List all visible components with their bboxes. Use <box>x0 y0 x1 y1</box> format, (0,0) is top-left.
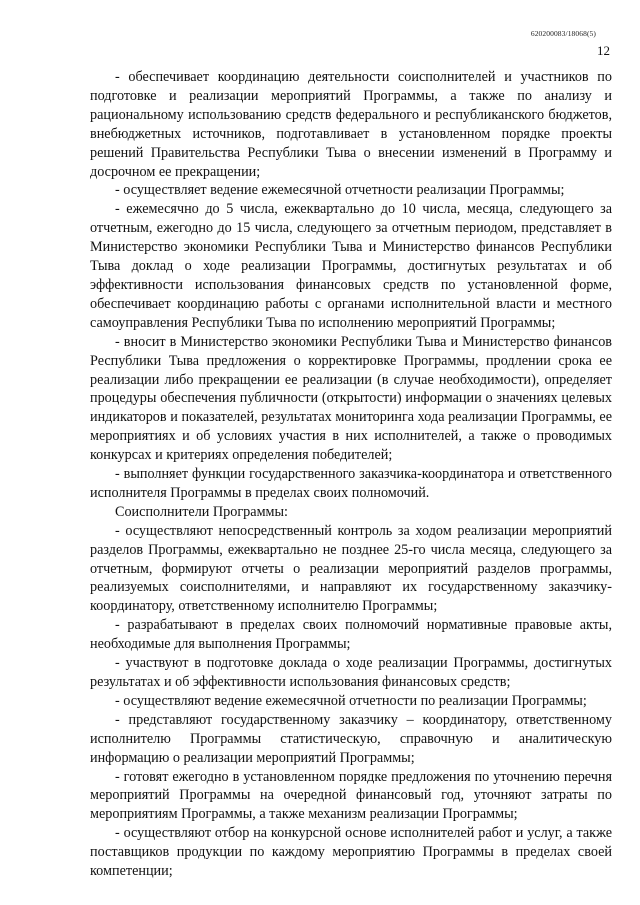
paragraph: - представляют государственному заказчику – координатору, ответственному исполнителю Программы статистическую, справочную и аналитическую информацию о реализации мероприятий Программы; <box>90 711 612 766</box>
paragraph: - ежемесячно до 5 числа, ежеквартально до 10 числа, месяца, следующего за отчетным, ежегодно до 15 числа, следующего за отчетным периодом, представляет в Министерство экономики Республики Тыва и Министерство финансов Республики Тыва доклад о ходе реализации Программы, достигнутых результатах и об эффективности использования финансовых средств по установленной форме, обеспечивает координацию работы с органами исполнительной власти и местного самоуправления Республики Тыва по исполнению мероприятий Программы; <box>90 201 612 331</box>
paragraph: - осуществляет ведение ежемесячной отчетности реализации Программы; <box>115 182 565 199</box>
page-number: 12 <box>597 43 610 58</box>
paragraph: - вносит в Министерство экономики Республики Тыва и Министерство финансов Республики Тыва предложения о корректировке Программы, продлении срока ее реализации либо прекращении ее реализации (в случае необходимости), определяет процедуры обеспечения публичности (открытости) информации о значениях целевых индикаторов и показателей, результатах мониторинга хода реализации Программы, ее мероприятиях и об условиях участия в них исполнителей, а также о проводимых конкурсах и критериях определения победителей; <box>90 333 612 464</box>
paragraph: - разрабатывают в пределах своих полномочий нормативные правовые акты, необходимые для выполнения Программы; <box>90 617 612 653</box>
document-code: 620200083/18068(5) <box>530 29 596 38</box>
paragraph: - участвуют в подготовке доклада о ходе реализации Программы, достигнутых результатах и об эффективности использования финансовых средств; <box>90 655 612 690</box>
paragraph: - обеспечивает координацию деятельности соисполнителей и участников по подготовке и реализации мероприятий Программы, а также по анализу и рациональному использованию средств федерального и республиканского бюджетов, внебюджетных источников, подготавливает в установленном порядке проекты решений Правительства Республики Тыва о внесении изменений в Программу и досрочном ее прекращении; <box>90 69 612 180</box>
paragraph: - выполняет функции государственного заказчика-координатора и ответственного исполнителя Программы в пределах своих полномочий. <box>90 466 612 501</box>
section-heading: Соисполнители Программы: <box>115 503 289 520</box>
paragraph: - осуществляют отбор на конкурсной основе исполнителей работ и услуг, а также поставщиков продукции по каждому мероприятию Программы в пределах своей компетенции; <box>90 825 612 880</box>
paragraph: - осуществляют ведение ежемесячной отчетности по реализации Программы; <box>115 692 587 709</box>
paragraph: - готовят ежегодно в установленном порядке предложения по уточнению перечня мероприятий Программы на очередной финансовый год, уточняют затраты по мероприятиям Программы, а также механизм реализации Программы; <box>90 768 612 823</box>
document-body <box>90 68 612 881</box>
paragraph: - осуществляют непосредственный контроль за ходом реализации мероприятий разделов Программы, ежеквартально не позднее 25-го числа месяца, следующего за отчетным, формируют отчеты о реализации мероприятий разделов программы, реализуемых соисполнителями, и направляют их государственному заказчику-координатору, ответственному исполнителю Программы; <box>90 522 612 615</box>
